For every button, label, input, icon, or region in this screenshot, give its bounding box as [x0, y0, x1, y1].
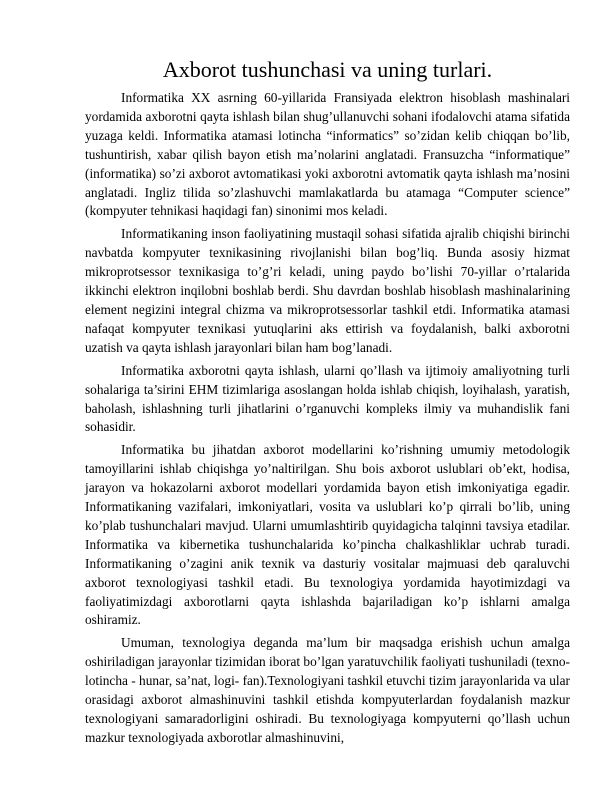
paragraph-5: Umuman, texnologiya deganda ma’lum bir maqsadga erishish uchun amalga oshiriladigan jarayonlar tizimidan iborat bo’lgan yaratuvchilik faoliyati tushuniladi (texno-lotincha - hunar, sa’nat, logi- fan).Texnologiyani tashkil etuvchi tizim jarayonlarida va ular orasidagi axborot almashinuvini tashkil etishda kompyuterlardan foydalanish mazkur texnologiyani samaradorligini oshiradi. Bu texnologiyaga kompyuterni qo’llash uchun mazkur texnologiyada axborotlar almashinuvini, — [85, 635, 570, 745]
paragraph-3: Informatika axborotni qayta ishlash, ularni qo’llash va ijtimoiy amaliyotning turli sohalariga ta’sirini EHM tizimlariga asoslangan holda ishlab chiqish, loyihalash, yaratish, baholash, ishlashning turli jihatlarini o’rganuvchi kompleks ilmiy va muhandislik fani sohasidir. — [85, 362, 570, 435]
paragraph-2: Informatikaning inson faoliyatining mustaqil sohasi sifatida ajralib chiqishi birinchi navbatda kompyuter texnikasining rivojlanishi bilan bog’liq. Bunda asosiy hizmat mikroprotsessor texnikasiga to’g’ri keladi, uning paydo bo’lishi 70-yillar o’rtalarida ikkinchi elektron inqilobni boshlab berdi. Shu davrdan boshlab hisoblash mashinalarining element negizini integral chizma va mikroprotsessorlar tashkil etdi. Informatika atamasi nafaqat kompyuter texnikasi yutuqlarini aks ettirish va foydalanish, balki axborotni uzatish va qayta ishlash jarayonlari bilan ham bog’lanadi. — [85, 226, 570, 355]
paragraph-1: Informatika XX asrning 60-yillarida Fransiyada elektron hisoblash mashinalari yordamida axborotni qayta ishlash bilan shug’ullanuvchi sohani ifodalovchi atama sifatida yuzaga keldi. Informatika atamasi lotincha “informatics” so’zidan kelib chiqqan bo’lib, tushuntirish, xabar qilish bayon etish ma’nolarini anglatadi. Fransuzcha “informatique” (informatika) so’zi axborot avtomatikasi yoki axborotni avtomatik qayta ishlash ma’nosini anglatadi. Ingliz tilida so’zlashuvchi mamlakatlarda bu atamaga “Computer science” (kompyuter tehnikasi haqidagi fan) sinonimi mos keladi. — [85, 90, 570, 219]
document-title: Axborot tushunchasi va uning turlari. — [162, 57, 493, 82]
document-page — [85, 56, 570, 752]
paragraph-4: Informatika bu jihatdan axborot modellarini ko’rishning umumiy metodologik tamoyillarini ishlab chiqishga yo’naltirilgan. Shu bois axborot uslublari ob’ekt, hodisa, jarayon va hokazolarni axborot modellari yordamida bayon etish imkoniyatiga egadir. Informatikaning vazifalari, imkoniyatlari, vosita va uslublari ko’p qirrali bo’lib, uning ko’plab tushunchalari mavjud. Ularni umumlashtirib quyidagicha talqinni tavsiya etadilar. Informatika va kibernetika tushunchalarida ko’pincha chalkashliklar uchrab turadi. Informatikaning o’zagini anik texnik va dasturiy vositalar majmuasi deb qaraluvchi axborot texnologiyasi tashkil etadi. Bu texnologiya yordamida hayotimizdagi va faoliyatimizdagi axborotlarni qayta ishlashda bajariladigan ko’p ishlarni amalga oshiramiz. — [85, 442, 570, 628]
